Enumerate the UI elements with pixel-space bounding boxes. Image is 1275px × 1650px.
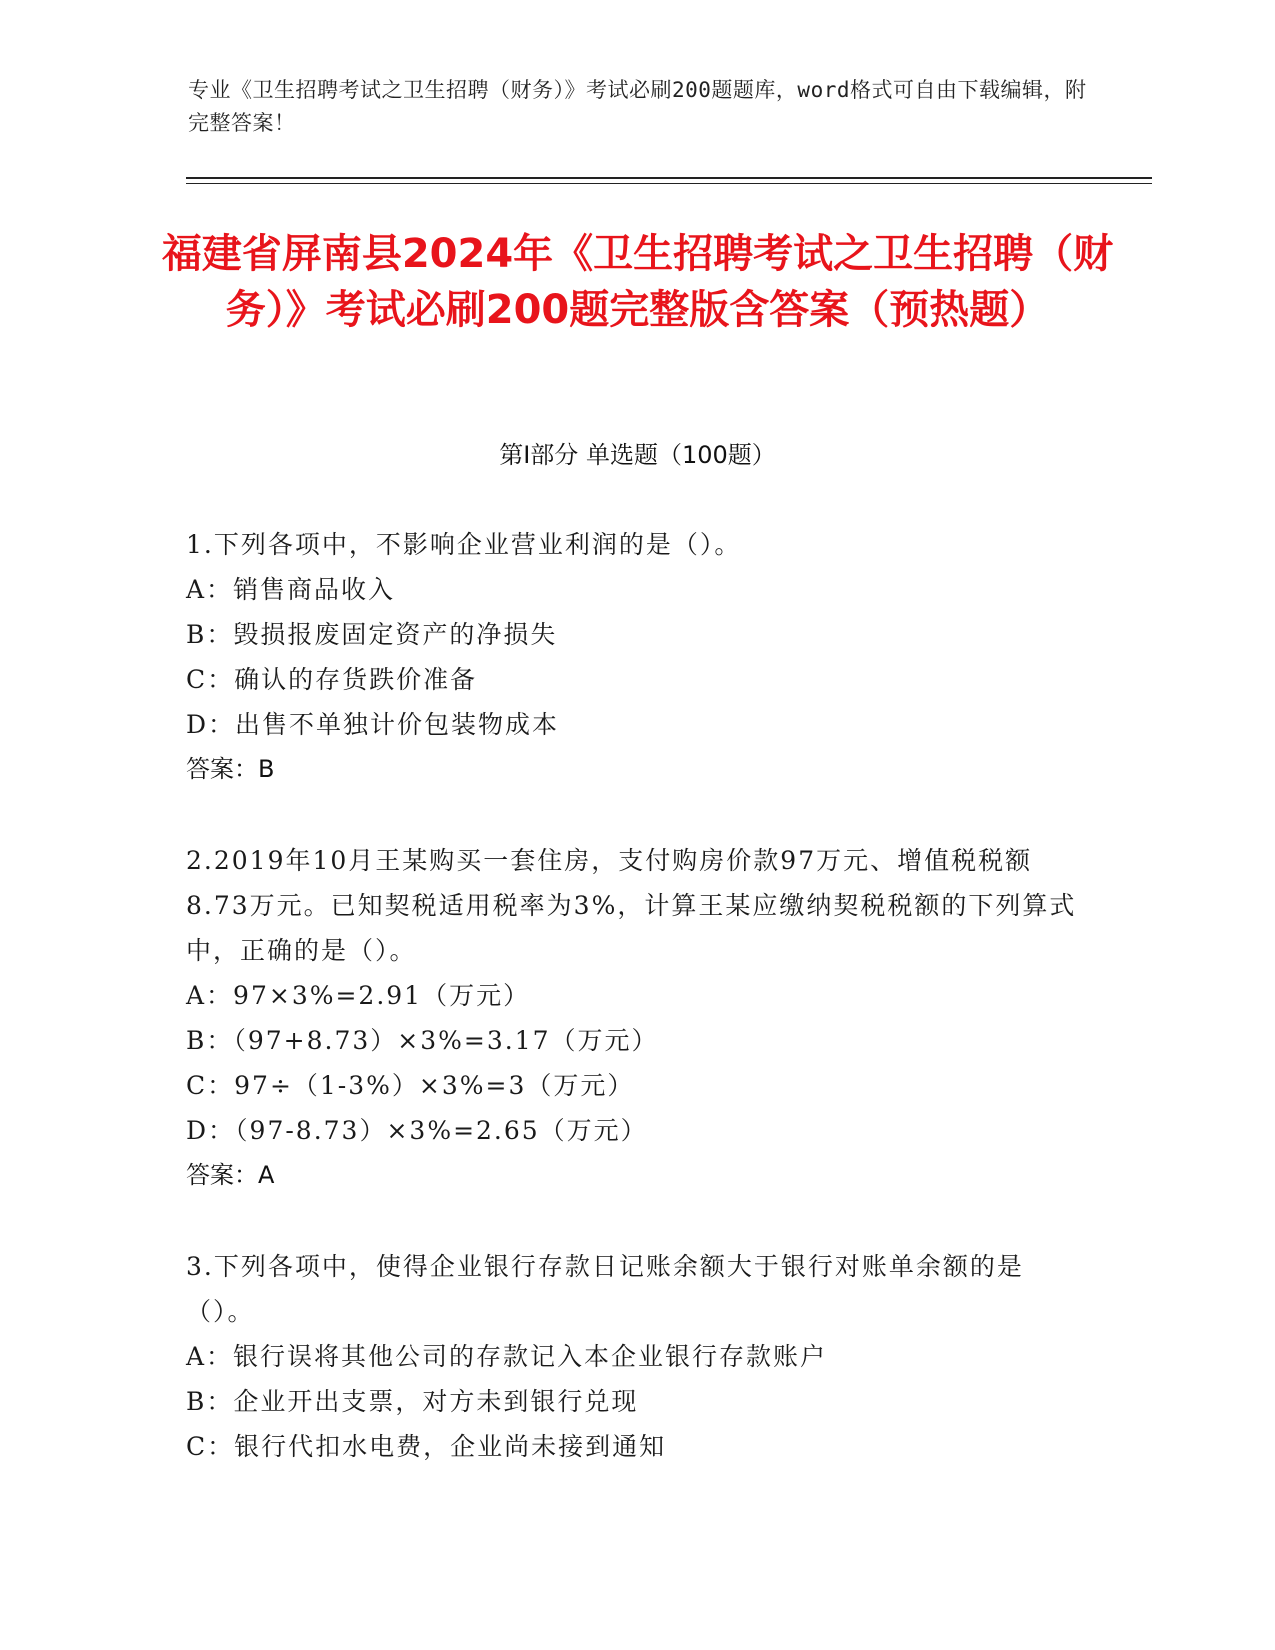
answer: 答案：B (186, 755, 275, 783)
option-b: B：毁损报废固定资产的净损失 (186, 620, 558, 649)
option-c: C：银行代扣水电费，企业尚未接到通知 (186, 1432, 667, 1461)
answer: 答案：A (186, 1161, 275, 1189)
header-divider-thin (186, 183, 1152, 184)
option-a: A：销售商品收入 (186, 575, 396, 604)
question-block (186, 522, 1086, 792)
option-d: D：（97-8.73）×3%=2.65（万元） (186, 1116, 648, 1145)
option-b: B：（97+8.73）×3%=3.17（万元） (186, 1026, 659, 1055)
header-note: 专业《卫生招聘考试之卫生招聘（财务）》考试必刷200题题库，word格式可自由下载编辑，附完整答案！ (188, 78, 1087, 135)
option-d: D：出售不单独计价包装物成本 (186, 710, 560, 739)
question-stem: 2.2019年10月王某购买一套住房，支付购房价款97万元、增值税税额8.73万元。已知契税适用税率为3%，计算王某应缴纳契税税额的下列算式中，正确的是（）。 (186, 846, 1077, 965)
question-block (186, 838, 1086, 1198)
option-c: C：确认的存货跌价准备 (186, 665, 478, 694)
section-heading: 第Ⅰ部分 单选题（100题） (499, 441, 776, 469)
question-block (186, 1244, 1086, 1469)
question-stem: 3.下列各项中，使得企业银行存款日记账余额大于银行对账单余额的是（）。 (186, 1252, 1024, 1326)
option-a: A：97×3%=2.91（万元） (186, 981, 531, 1010)
document-title: 福建省屏南县2024年《卫生招聘考试之卫生招聘（财务）》考试必刷200题完整版含答案（预热题） (161, 231, 1114, 333)
question-stem: 1.下列各项中，不影响企业营业利润的是（）。 (186, 530, 742, 559)
option-a: A：银行误将其他公司的存款记入本企业银行存款账户 (186, 1342, 828, 1371)
option-b: B：企业开出支票，对方未到银行兑现 (186, 1387, 639, 1416)
option-c: C：97÷（1-3%）×3%=3（万元） (186, 1071, 635, 1100)
header-divider-thick (186, 177, 1152, 179)
